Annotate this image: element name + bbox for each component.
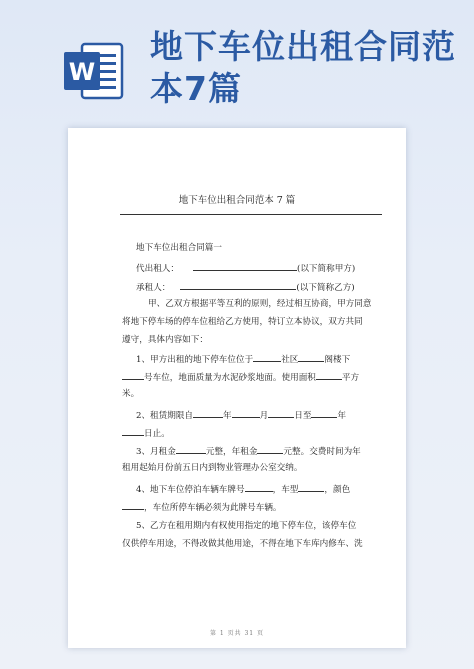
clause-5-line-2: 仅供停车用途，不得改做其他用途，不得在地下车库内修车、洗 xyxy=(122,539,363,549)
svg-text:W: W xyxy=(68,58,96,86)
clause-3-line-2: 租用起始月份前五日内到物业管理办公室交纳。 xyxy=(122,463,303,473)
clause-2-line-2: 日止。 xyxy=(122,426,170,440)
document-title: 地下车位出租合同范本 7 篇 xyxy=(178,195,296,206)
banner xyxy=(0,0,474,120)
clause-3-line-1: 3、月租金 元整，年租金 元整。交费时间为年 xyxy=(136,444,361,458)
clause-4-line-2: ，车位所停车辆必须为此牌号车辆。 xyxy=(122,500,282,514)
clause-1-line-2: 号车位，地面质量为水泥砂浆地面。使用面积 平方 xyxy=(122,370,359,384)
clause-2-line-1: 2、租赁期限自 年 月 日至 年 xyxy=(136,408,346,422)
document-page xyxy=(68,128,406,648)
clause-1-line-1: 1、甲方出租的地下停车位位于 社区 阁楼下 xyxy=(136,352,350,366)
intro-line-2: 将地下停车场的停车位租给乙方使用，特订立本协议，双方共同 xyxy=(122,317,363,327)
word-icon xyxy=(60,38,126,104)
page-number: 第 1 页共 31 页 xyxy=(209,630,265,637)
intro-line-1: 甲、乙双方根据平等互利的原则，经过相互协商，甲方同意 xyxy=(148,299,372,309)
lessor-line: 代出租人： (以下简称甲方) xyxy=(136,261,355,275)
clause-4-line-1: 4、地下车位停泊车辆车牌号 ，车型 ，颜色 xyxy=(136,482,350,496)
intro-line-3: 遵守，具体内容如下： xyxy=(122,335,208,345)
title-divider xyxy=(120,214,382,215)
lessee-blank[interactable] xyxy=(180,280,296,290)
banner-title: 地下车位出租合同范本7篇 xyxy=(150,27,456,108)
section-heading: 地下车位出租合同篇一 xyxy=(136,243,222,253)
lessor-blank[interactable] xyxy=(193,261,297,271)
clause-5-line-1: 5、乙方在租用期内有权使用指定的地下停车位，该停车位 xyxy=(136,521,357,531)
clause-1-line-3: 米。 xyxy=(122,389,140,399)
lessee-line: 承租人： (以下简称乙方) xyxy=(136,280,355,294)
